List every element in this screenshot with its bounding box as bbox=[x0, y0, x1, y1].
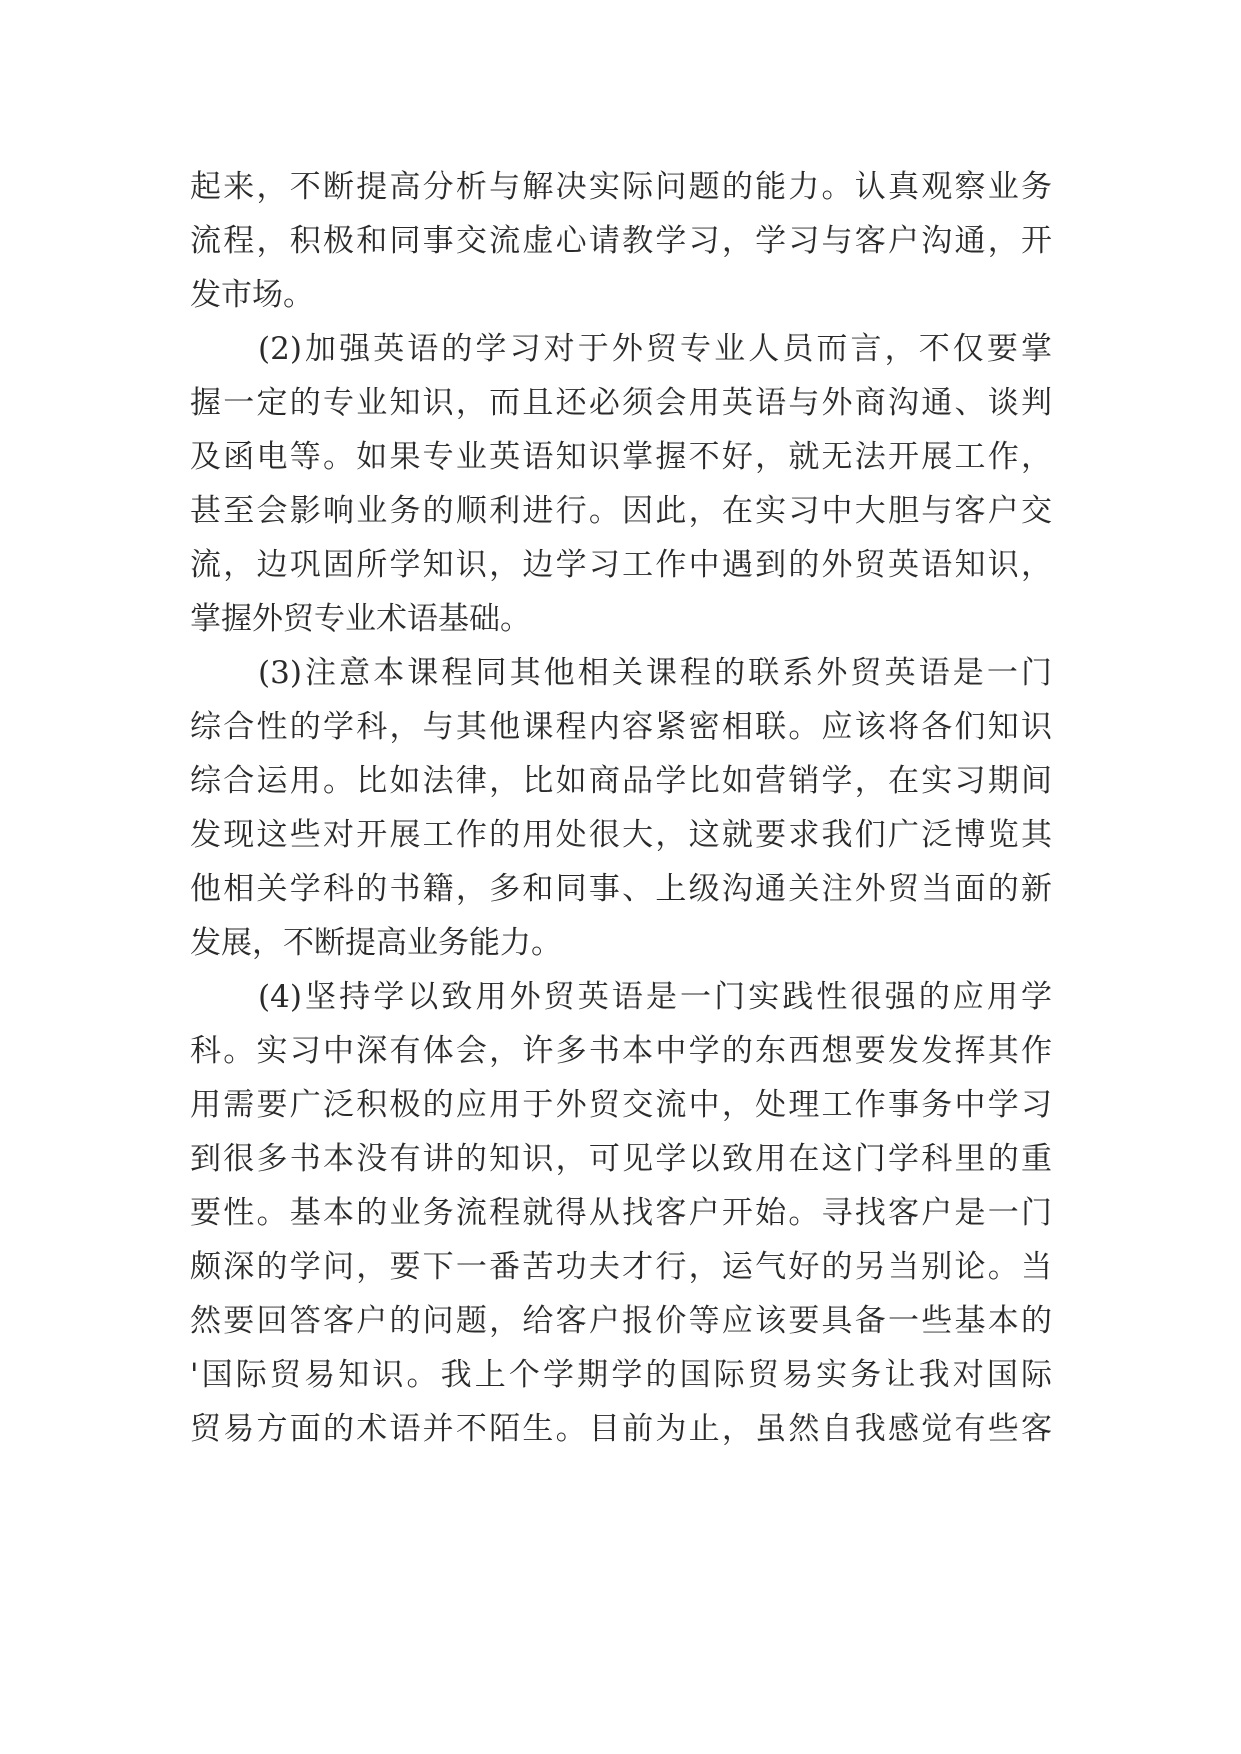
text-line: 到很多书本没有讲的知识，可见学以致用在这门学科里的重 bbox=[190, 1141, 1052, 1177]
text-line: '国际贸易知识。我上个学期学的国际贸易实务让我对国际 bbox=[190, 1357, 1052, 1393]
text-line: 然要回答客户的问题，给客户报价等应该要具备一些基本的 bbox=[190, 1303, 1052, 1339]
text-line: 握一定的专业知识，而且还必须会用英语与外商沟通、谈判 bbox=[190, 385, 1052, 421]
text-line: 及函电等。如果专业英语知识掌握不好，就无法开展工作， bbox=[190, 439, 1052, 475]
text-line: 综合性的学科，与其他课程内容紧密相联。应该将各们知识 bbox=[190, 709, 1052, 745]
text-line: 起来，不断提高分析与解决实际问题的能力。认真观察业务 bbox=[190, 169, 1052, 205]
text-line: 发展，不断提高业务能力。 bbox=[190, 925, 562, 961]
document-body bbox=[190, 160, 1052, 1456]
text-line: 用需要广泛积极的应用于外贸交流中，处理工作事务中学习 bbox=[190, 1087, 1052, 1123]
paragraph-course-connection bbox=[190, 646, 1052, 970]
text-line: (3)注意本课程同其他相关课程的联系外贸英语是一门 bbox=[258, 655, 1052, 691]
text-line: 流，边巩固所学知识，边学习工作中遇到的外贸英语知识， bbox=[190, 547, 1052, 583]
paragraph-apply-learning bbox=[190, 970, 1052, 1456]
text-line: 甚至会影响业务的顺利进行。因此，在实习中大胆与客户交 bbox=[190, 493, 1052, 529]
text-line: 发市场。 bbox=[190, 277, 314, 313]
text-line: 贸易方面的术语并不陌生。目前为止，虽然自我感觉有些客 bbox=[190, 1411, 1052, 1447]
text-line: 综合运用。比如法律，比如商品学比如营销学，在实习期间 bbox=[190, 763, 1052, 799]
text-line: 他相关学科的书籍，多和同事、上级沟通关注外贸当面的新 bbox=[190, 871, 1052, 907]
text-line: 发现这些对开展工作的用处很大，这就要求我们广泛博览其 bbox=[190, 817, 1052, 853]
text-line: (4)坚持学以致用外贸英语是一门实践性很强的应用学 bbox=[258, 979, 1052, 1015]
text-line: 掌握外贸专业术语基础。 bbox=[190, 601, 531, 637]
paragraph-english-study bbox=[190, 322, 1052, 646]
paragraph-continuation bbox=[190, 160, 1052, 322]
text-line: 要性。基本的业务流程就得从找客户开始。寻找客户是一门 bbox=[190, 1195, 1052, 1231]
text-line: 颇深的学问，要下一番苦功夫才行，运气好的另当别论。当 bbox=[190, 1249, 1052, 1285]
text-line: 流程，积极和同事交流虚心请教学习，学习与客户沟通，开 bbox=[190, 223, 1052, 259]
text-line: (2)加强英语的学习对于外贸专业人员而言，不仅要掌 bbox=[258, 331, 1052, 367]
text-line: 科。实习中深有体会，许多书本中学的东西想要发发挥其作 bbox=[190, 1033, 1052, 1069]
